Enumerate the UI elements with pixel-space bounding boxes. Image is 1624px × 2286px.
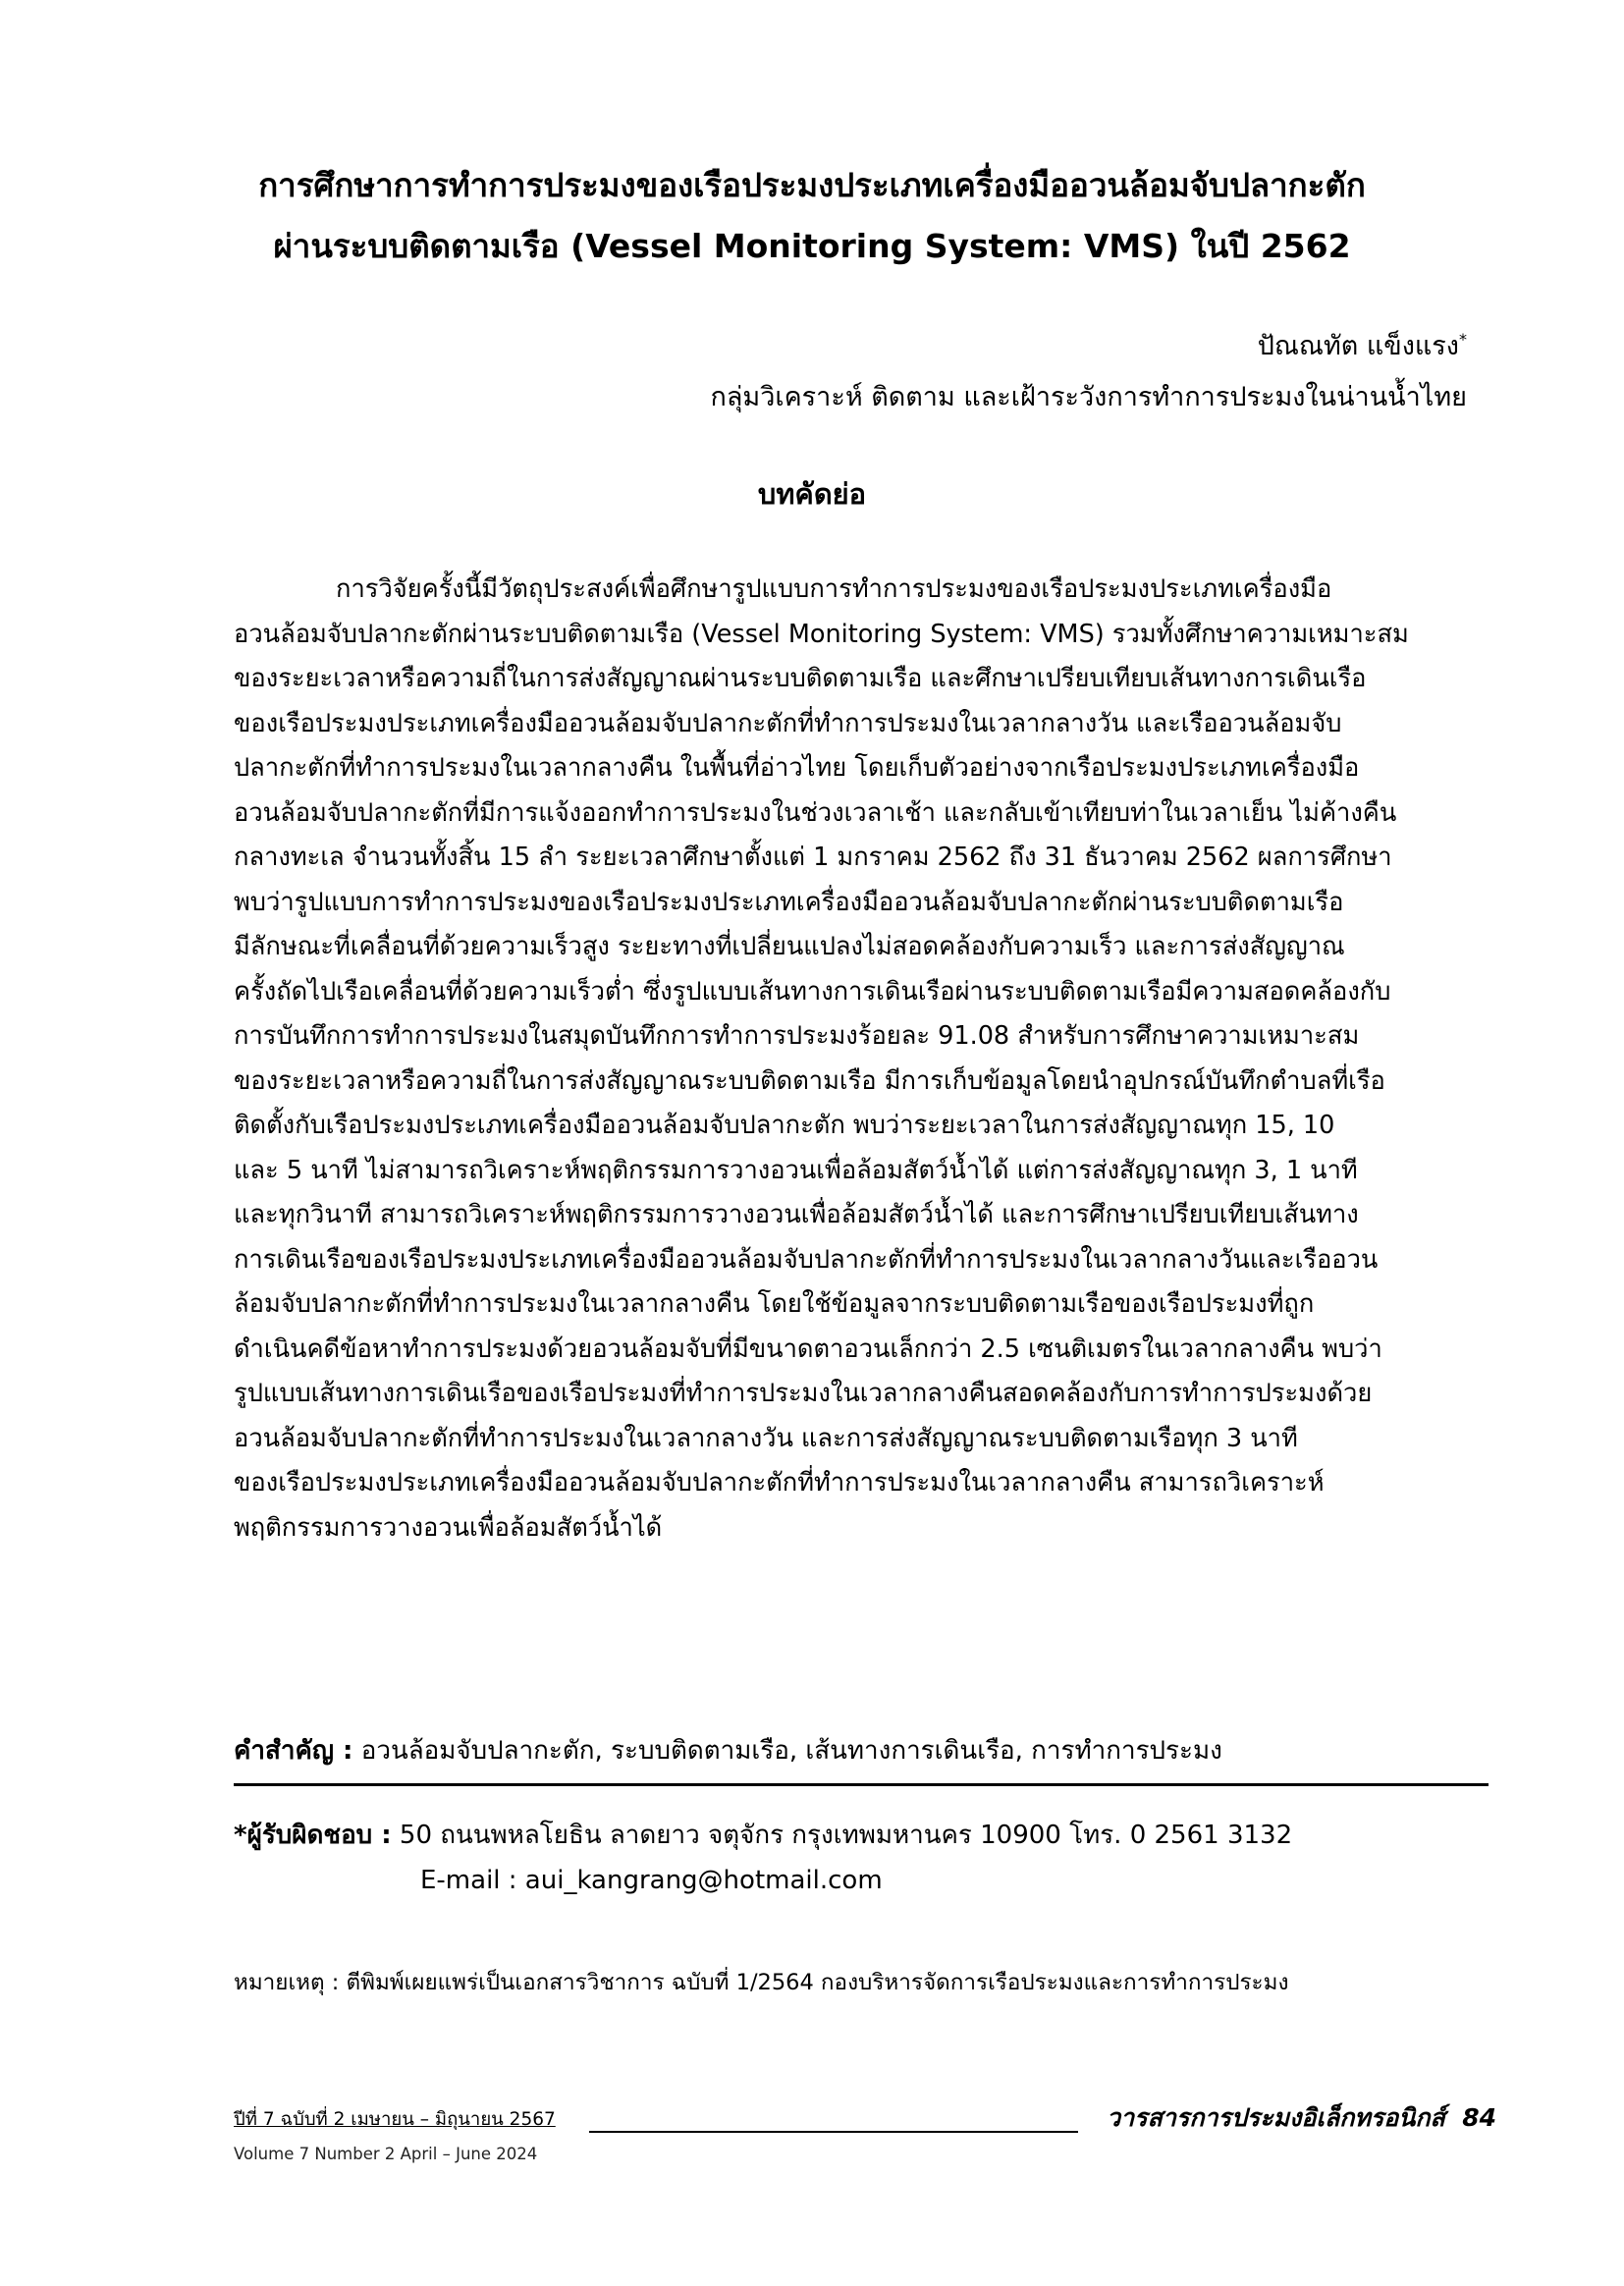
abstract-line: ของระยะเวลาหรือความถี่ในการส่งสัญญาณผ่านระบบติดตามเรือ และศึกษาเปรียบเทียบเส้นทางการเดินเรือ bbox=[234, 664, 1367, 693]
correspondence bbox=[234, 1815, 1292, 1855]
abstract-line: มีลักษณะที่เคลื่อนที่ด้วยความเร็วสูง ระยะทางที่เปลี่ยนแปลงไม่สอดคล้องกับความเร็ว และการส่งสัญญาณ bbox=[234, 932, 1345, 961]
author-name bbox=[1258, 324, 1467, 366]
footer-journal bbox=[1107, 2098, 1496, 2138]
footer-issue-thai: ปีที่ 7 ฉบับที่ 2 เมษายน – มิถุนายน 2567 bbox=[234, 2109, 556, 2130]
abstract-line: ของระยะเวลาหรือความถี่ในการส่งสัญญาณระบบติดตามเรือ มีการเก็บข้อมูลโดยนำอุปกรณ์บันทึกตำบลที่เรือ bbox=[234, 1065, 1385, 1096]
abstract-line: อวนล้อมจับปลากะตักผ่านระบบติดตามเรือ (Vessel Monitoring System: VMS) รวมทั้งศึกษาความเหมาะสม bbox=[234, 619, 1409, 649]
abstract-line: การเดินเรือของเรือประมงประเภทเครื่องมืออวนล้อมจับปลากะตักที่ทำการประมงในเวลากลางวันและเรืออวน bbox=[234, 1244, 1379, 1275]
correspondence-address: 50 ถนนพหลโยธิน ลาดยาว จตุจักร กรุงเทพมหานคร 10900 โทร. 0 2561 3132 bbox=[399, 1821, 1293, 1850]
keywords bbox=[234, 1730, 1222, 1770]
footer-divider bbox=[589, 2131, 1078, 2133]
author-affiliation: กลุ่มวิเคราะห์ ติดตาม และเฝ้าระวังการทำการประมงในน่านน้ำไทย bbox=[710, 382, 1467, 412]
abstract-line: การวิจัยครั้งนี้มีวัตถุประสงค์เพื่อศึกษารูปแบบการทำการประมงของเรือประมงประเภทเครื่องมือ bbox=[336, 574, 1332, 604]
abstract-line: ปลากะตักที่ทำการประมงในเวลากลางคืน ในพื้นที่อ่าวไทย โดยเก็บตัวอย่างจากเรือประมงประเภทเครื่องมือ bbox=[234, 753, 1360, 783]
abstract-line: การบันทึกการทำการประมงในสมุดบันทึกการทำการประมงร้อยละ 91.08 สำหรับการศึกษาความเหมาะสม bbox=[234, 1021, 1360, 1051]
abstract-line: ดำเนินคดีข้อหาทำการประมงด้วยอวนล้อมจับที่มีขนาดตาอวนเล็กกว่า 2.5 เซนติเมตรในเวลากลางคืน พบว่า bbox=[234, 1334, 1382, 1364]
author-name-text: ปัณณทัต แข็งแรง bbox=[1257, 331, 1459, 361]
abstract-line: รูปแบบเส้นทางการเดินเรือของเรือประมงที่ทำการประมงในเวลากลางคืนสอดคล้องกับการทำการประมงด้วย bbox=[234, 1379, 1373, 1408]
abstract-line: และ 5 นาที ไม่สามารถวิเคราะห์พฤติกรรมการวางอวนเพื่อล้อมสัตว์น้ำได้ แต่การส่งสัญญาณทุก 3, 1 นาที bbox=[234, 1155, 1358, 1185]
abstract-line: ครั้งถัดไปเรือเคลื่อนที่ด้วยความเร็วต่ำ ซึ่งรูปแบบเส้นทางการเดินเรือผ่านระบบติดตามเรือมีความสอดคล้องกับ bbox=[234, 976, 1391, 1007]
keywords-label: คำสำคัญ : bbox=[234, 1736, 353, 1766]
abstract-body bbox=[234, 568, 1489, 1551]
title-line-1: การศึกษาการทำการประมงของเรือประมงประเภทเครื่องมืออวนล้อมจับปลากะตัก bbox=[258, 166, 1366, 204]
abstract-line: ของเรือประมงประเภทเครื่องมืออวนล้อมจับปลากะตักที่ทำการประมงในเวลากลางคืน สามารถวิเคราะห์ bbox=[234, 1468, 1325, 1497]
abstract-line: พบว่ารูปแบบการทำการประมงของเรือประมงประเภทเครื่องมืออวนล้อมจับปลากะตักผ่านระบบติดตามเรือ bbox=[234, 887, 1344, 917]
publication-note: หมายเหตุ : ตีพิมพ์เผยแพร่เป็นเอกสารวิชาการ ฉบับที่ 1/2564 กองบริหารจัดการเรือประมงและการทำการประมง bbox=[234, 1970, 1289, 1995]
author-footnote-marker: * bbox=[1459, 330, 1467, 349]
footer-issue-english: Volume 7 Number 2 April – June 2024 bbox=[234, 2145, 538, 2163]
abstract-line: ติดตั้งกับเรือประมงประเภทเครื่องมืออวนล้อมจับปลากะตัก พบว่าระยะเวลาในการส่งสัญญาณทุก 15, 10 bbox=[234, 1111, 1335, 1140]
abstract-line: อวนล้อมจับปลากะตักที่มีการแจ้งออกทำการประมงในช่วงเวลาเช้า และกลับเข้าเทียบท่าในเวลาเย็น ไม่ค้างคืน bbox=[234, 797, 1397, 828]
abstract-line: อวนล้อมจับปลากะตักที่ทำการประมงในเวลากลางวัน และการส่งสัญญาณระบบติดตามเรือทุก 3 นาที bbox=[234, 1423, 1298, 1453]
title-line-2: ผ่านระบบติดตามเรือ (Vessel Monitoring System: VMS) ในปี 2562 bbox=[273, 227, 1351, 265]
keywords-divider bbox=[234, 1783, 1489, 1786]
correspondence-label: *ผู้รับผิดชอบ : bbox=[234, 1821, 392, 1850]
abstract-line: ล้อมจับปลากะตักที่ทำการประมงในเวลากลางคืน โดยใช้ข้อมูลจากระบบติดตามเรือของเรือประมงที่ถูก bbox=[234, 1289, 1315, 1319]
keywords-text: อวนล้อมจับปลากะตัก, ระบบติดตามเรือ, เส้นทางการเดินเรือ, การทำการประมง bbox=[360, 1736, 1222, 1766]
page-number: 84 bbox=[1462, 2103, 1496, 2132]
abstract-line: ของเรือประมงประเภทเครื่องมืออวนล้อมจับปลากะตักที่ทำการประมงในเวลากลางวัน และเรืออวนล้อมจับ bbox=[234, 708, 1342, 738]
abstract-line: และทุกวินาที สามารถวิเคราะห์พฤติกรรมการวางอวนเพื่อล้อมสัตว์น้ำได้ และการศึกษาเปรียบเทียบเส้นทาง bbox=[234, 1200, 1359, 1229]
abstract-line: พฤติกรรมการวางอวนเพื่อล้อมสัตว์น้ำได้ bbox=[234, 1512, 663, 1543]
footer-journal-name: วารสารการประมงอิเล็กทรอนิกส์ bbox=[1107, 2103, 1445, 2132]
paper-title bbox=[216, 155, 1408, 277]
abstract-heading: บทคัดย่อ bbox=[757, 477, 867, 511]
abstract-line: กลางทะเล จำนวนทั้งสิ้น 15 ลำ ระยะเวลาศึกษาตั้งแต่ 1 มกราคม 2562 ถึง 31 ธันวาคม 2562 ผลการศึกษา bbox=[234, 843, 1392, 872]
correspondence-email: E-mail : aui_kangrang@hotmail.com bbox=[420, 1866, 883, 1895]
